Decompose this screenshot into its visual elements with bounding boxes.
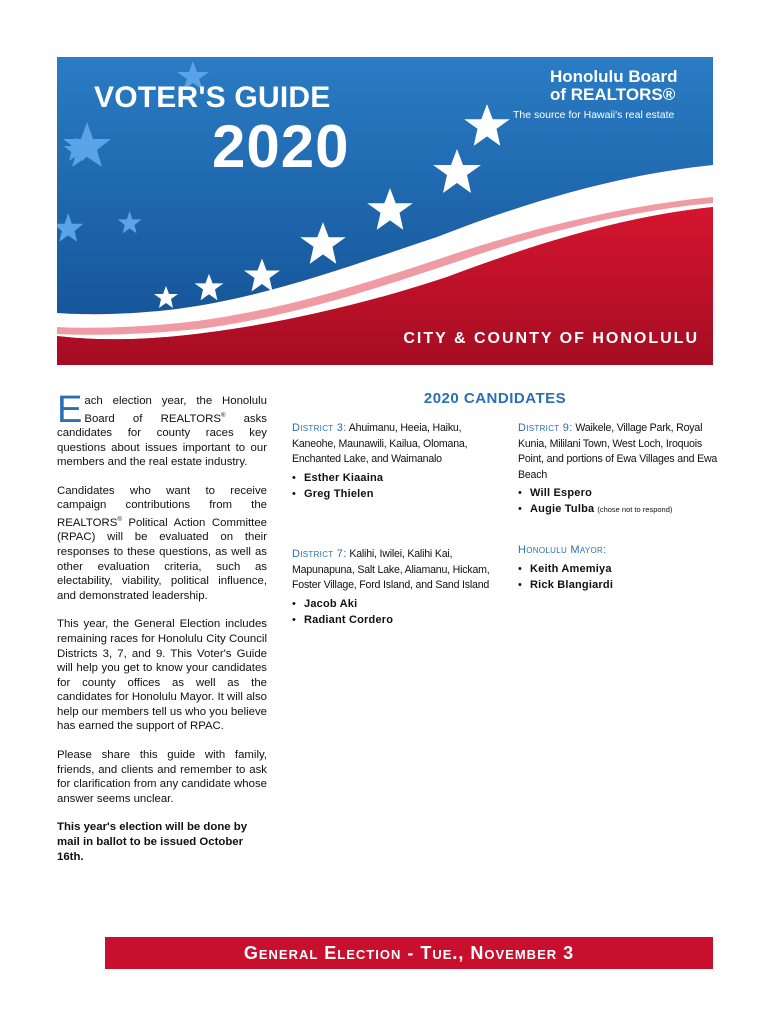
- candidate-name: Rick Blangiardi: [530, 578, 614, 591]
- mayor-block: [518, 543, 718, 593]
- district-3-description: [292, 421, 497, 468]
- district-9-areas: Waikele, Village Park, Royal Kunia, Mililani Town, West Loch, Iroquois Point, and portions of Ewa Villages and Ewa Beach: [518, 422, 718, 481]
- logo-name: [550, 68, 677, 104]
- bullet: •: [518, 578, 523, 591]
- bullet: •: [518, 562, 523, 575]
- district-3-areas: Ahuimanu, Heeia, Haiku, Kaneohe, Maunawili, Kailua, Olomana, Enchanted Lake, and Waimanalo: [292, 422, 468, 466]
- candidate-name: Keith Amemiya: [530, 562, 612, 575]
- district-7-candidates: [292, 596, 497, 628]
- mayor-label: Honolulu Mayor:: [518, 544, 607, 556]
- candidate-item: [292, 470, 497, 486]
- district-3-label: District 3:: [292, 422, 347, 434]
- district-7-label: District 7:: [292, 548, 347, 560]
- intro-paragraph-4: Please share this guide with family, friends, and clients and remember to ask for clarification from any candidate whose answer seems unclear.: [57, 749, 267, 805]
- election-date-text: General Election - Tue., November 3: [243, 943, 575, 963]
- bullet: •: [292, 471, 297, 484]
- intro-column: [57, 389, 267, 878]
- candidate-item: [518, 501, 718, 518]
- candidate-item: [292, 486, 497, 502]
- intro-p2-text: Candidates who want to receive campaign contributions from the REALTORS: [57, 484, 267, 529]
- intro-paragraph-1: [57, 389, 267, 470]
- registered-mark: ®: [117, 516, 122, 523]
- region-title: CITY & COUNTY OF HONOLULU: [403, 330, 699, 347]
- candidate-item: [292, 612, 497, 628]
- district-9-candidates: [518, 485, 718, 518]
- logo-name-line2: of REALTORS®: [550, 85, 676, 104]
- district-9-block: [518, 421, 718, 518]
- candidate-name: Greg Thielen: [304, 487, 374, 500]
- bullet: •: [518, 487, 523, 500]
- candidate-name: Augie Tulba: [530, 503, 595, 516]
- bullet: •: [292, 487, 297, 500]
- district-7-block: [292, 547, 497, 628]
- intro-p1-text: ach election year, the Honolulu Board of REALTORS: [84, 395, 267, 425]
- candidate-item: [518, 485, 718, 501]
- mayor-description: [518, 543, 718, 559]
- logo-tagline: The source for Hawaii's real estate: [513, 109, 675, 121]
- bullet: •: [292, 597, 297, 610]
- district-7-description: [292, 547, 497, 594]
- district-7-areas: Kalihi, Iwilei, Kalihi Kai, Mapunapuna, Salt Lake, Aliamanu, Hickam, Foster Village, Ford Island, and Sand Island: [292, 548, 490, 592]
- logo-name-line1: Honolulu Board: [550, 67, 678, 86]
- candidate-name: Will Espero: [530, 487, 593, 500]
- candidates-heading: 2020 CANDIDATES: [423, 390, 567, 407]
- mail-ballot-note: This year's election will be done by mail in ballot to be issued October 16th.: [57, 821, 248, 863]
- district-3-candidates: [292, 470, 497, 502]
- guide-year: 2020: [212, 113, 350, 180]
- candidate-name: Radiant Cordero: [304, 613, 394, 626]
- honolulu-board-logo: [512, 65, 712, 125]
- no-response-note: (chose not to respond): [597, 505, 673, 515]
- candidate-item: [518, 561, 718, 577]
- intro-paragraph-2: [57, 484, 267, 604]
- district-3-block: [292, 421, 497, 502]
- intro-paragraph-3: This year, the General Election includes remaining races for Honolulu City Council Districts 3, 7, and 9. This Voter's Guide will help you get to know your candidates for county offices as well as the candidates for Honolulu Mayor. It will also help our members tell us who you believe has earned the support of RPAC.: [57, 618, 267, 733]
- district-9-label: District 9:: [518, 422, 573, 434]
- drop-cap: E: [57, 389, 83, 431]
- candidate-item: [518, 577, 718, 593]
- bullet: •: [518, 503, 523, 516]
- candidate-item: [292, 596, 497, 612]
- intro-p1-end: asks candidates for county races key questions about issues important to our members and the real estate industry.: [57, 412, 267, 469]
- intro-p2-end: Political Action Committee (RPAC) will be evaluated on their responses to these questions, as well as other evaluation criteria, such as electability, viability, political influence, and demonstrated leadership.: [57, 516, 267, 602]
- guide-title: VOTER'S GUIDE: [94, 81, 331, 114]
- header-banner: [57, 57, 713, 365]
- election-date-banner: [105, 937, 713, 969]
- candidate-name: Jacob Aki: [304, 597, 358, 610]
- bullet: •: [292, 613, 297, 626]
- district-9-description: [518, 421, 718, 483]
- mayor-candidates: [518, 561, 718, 593]
- candidate-name: Esther Kiaaina: [304, 471, 384, 484]
- registered-mark: ®: [220, 412, 226, 419]
